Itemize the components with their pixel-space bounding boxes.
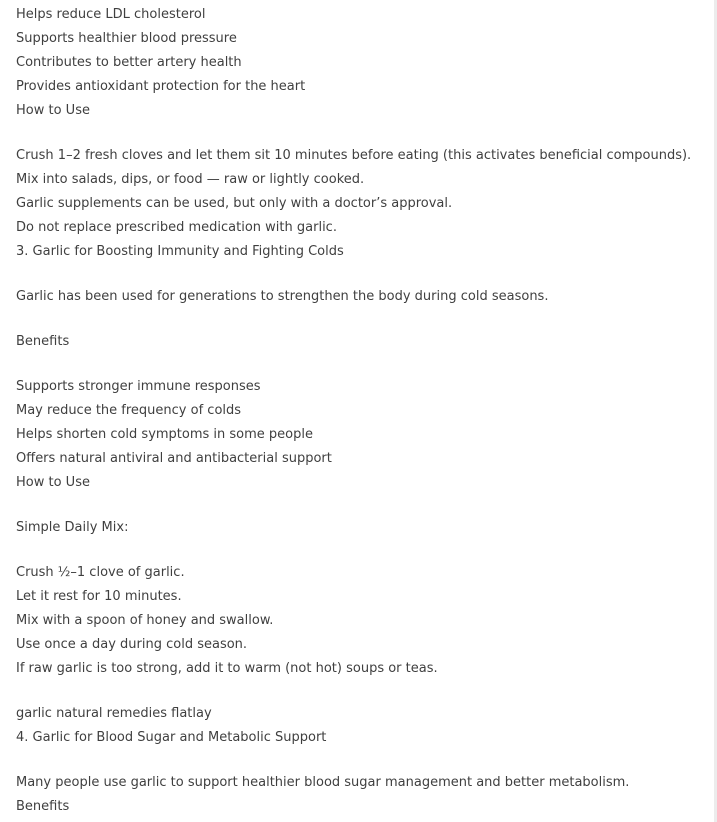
list-item: If raw garlic is too strong, add it to warm (not hot) soups or teas. <box>16 661 438 676</box>
section-4-intro: Many people use garlic to support healthier blood sugar management and better metabolism. <box>16 775 630 790</box>
spacer <box>16 495 696 516</box>
spacer <box>16 540 696 561</box>
spacer <box>16 681 696 702</box>
section-4-heading: 4. Garlic for Blood Sugar and Metabolic Support <box>16 730 327 745</box>
heart-how-to-heading: How to Use <box>16 103 90 118</box>
list-item: Garlic supplements can be used, but only with a doctor’s approval. <box>16 196 453 211</box>
list-item: Crush ½–1 clove of garlic. <box>16 565 185 580</box>
list-item: Mix with a spoon of honey and swallow. <box>16 613 274 628</box>
list-item: Supports healthier blood pressure <box>16 31 237 46</box>
list-item: Supports stronger immune responses <box>16 379 261 394</box>
list-item: Helps reduce LDL cholesterol <box>16 7 206 22</box>
list-item: Let it rest for 10 minutes. <box>16 589 182 604</box>
section-3-heading: 3. Garlic for Boosting Immunity and Fighting Colds <box>16 244 344 259</box>
section-4-benefits-heading: Benefits <box>16 799 70 814</box>
list-item: Crush 1–2 fresh cloves and let them sit 10 minutes before eating (this activates beneficial compounds). <box>16 148 692 163</box>
spacer <box>16 354 696 375</box>
list-item: Provides antioxidant protection for the heart <box>16 79 306 94</box>
section-3-benefits-heading: Benefits <box>16 334 70 349</box>
spacer <box>16 750 696 771</box>
article-body <box>16 3 696 819</box>
list-item: Do not replace prescribed medication with garlic. <box>16 220 337 235</box>
list-item: Helps shorten cold symptoms in some people <box>16 427 313 442</box>
list-item: Offers natural antiviral and antibacterial support <box>16 451 332 466</box>
list-item: Mix into salads, dips, or food — raw or lightly cooked. <box>16 172 365 187</box>
spacer <box>16 309 696 330</box>
section-3-intro: Garlic has been used for generations to strengthen the body during cold seasons. <box>16 289 549 304</box>
spacer <box>16 264 696 285</box>
section-3-mix-heading: Simple Daily Mix: <box>16 520 129 535</box>
list-item: May reduce the frequency of colds <box>16 403 242 418</box>
section-3-how-to-heading: How to Use <box>16 475 90 490</box>
list-item: Contributes to better artery health <box>16 55 242 70</box>
image-caption: garlic natural remedies flatlay <box>16 706 212 721</box>
list-item: Use once a day during cold season. <box>16 637 248 652</box>
spacer <box>16 123 696 144</box>
